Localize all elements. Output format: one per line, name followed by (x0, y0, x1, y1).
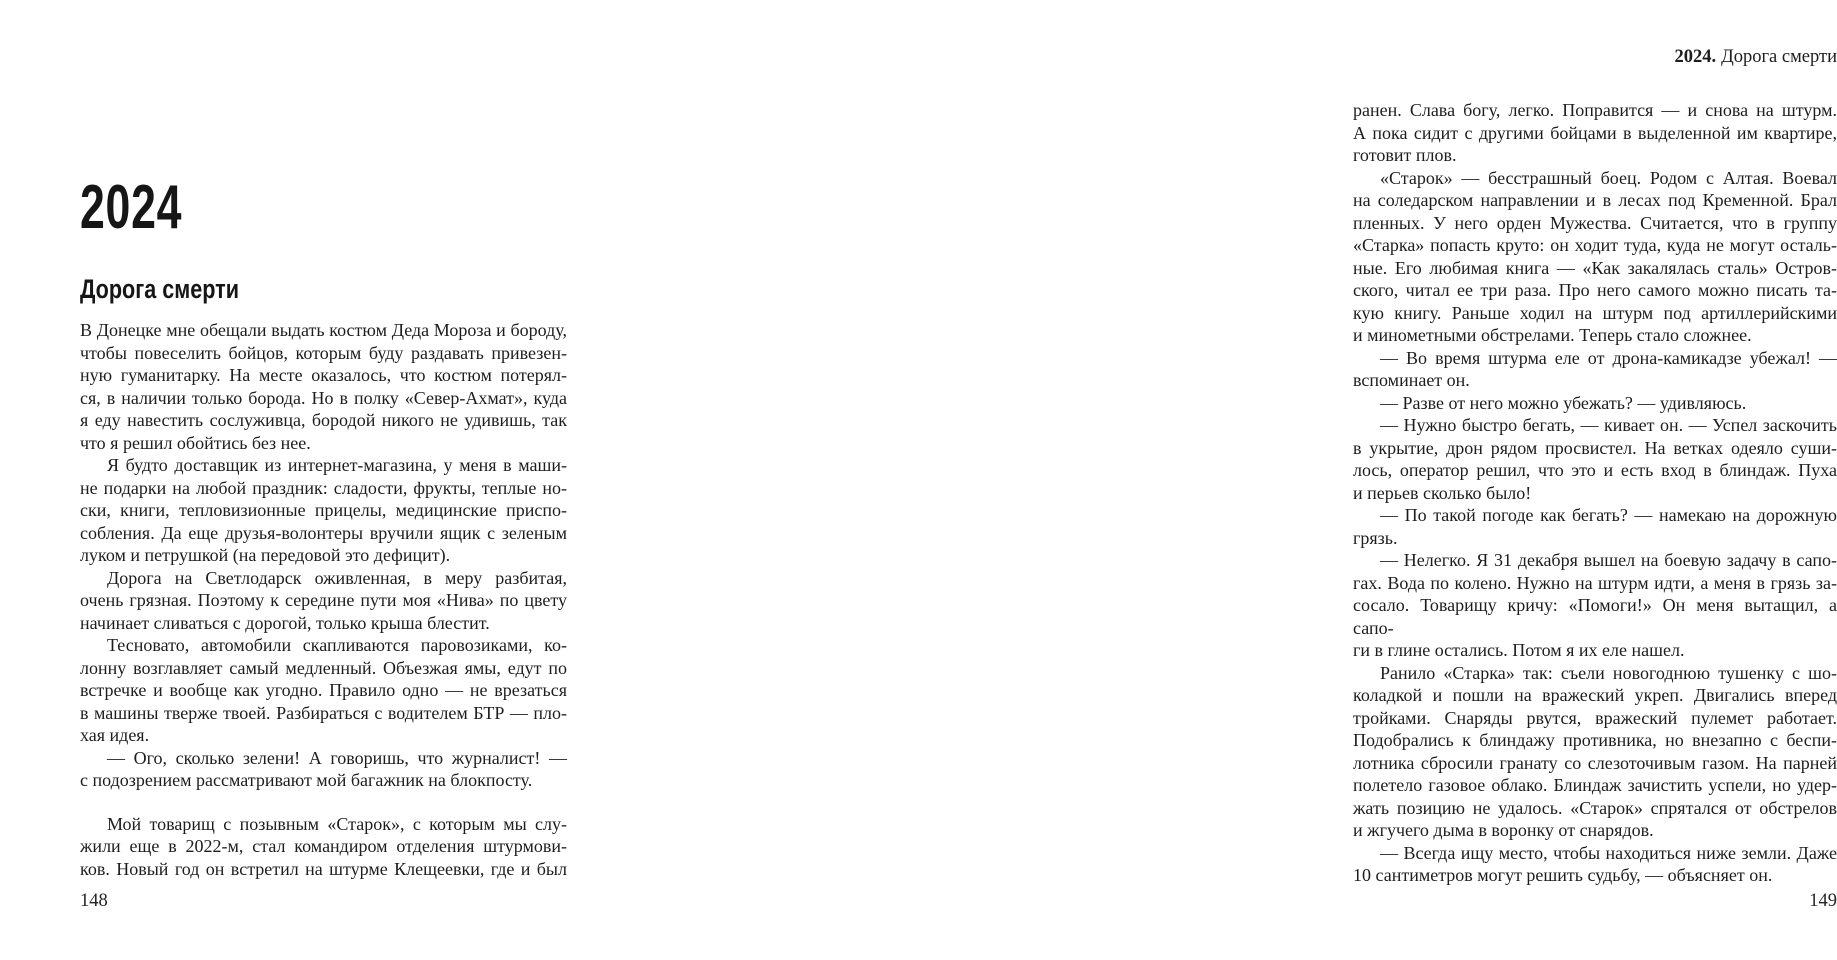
paragraph (80, 567, 567, 635)
text-line: А пока сидит с другими бойцами в выделенной им квартире, (1353, 122, 1837, 143)
text-line: что я решил обойтись без нее. (80, 432, 311, 453)
paragraph (1353, 99, 1837, 167)
text-line: сосало. Товарищу кричу: «Помоги!» Он меня вытащил, а сапо- (1353, 595, 1837, 638)
paragraph (80, 319, 567, 454)
text-line: лонну возглавляет самый медленный. Объезжая ямы, едут по (80, 657, 567, 678)
text-line: с подозрением рассматривают мой багажник на блокпосту. (80, 770, 533, 790)
paragraph (80, 747, 567, 792)
paragraph (1353, 842, 1837, 887)
paragraph (80, 634, 567, 747)
page-number-left: 148 (80, 891, 108, 911)
text-line: — По такой погоде как бегать? — намекаю на дорожную (1380, 505, 1837, 525)
text-line: Тесновато, автомобили скапливаются паровозиками, ко- (107, 635, 567, 655)
text-line: начинает сливаться с дорогой, только крыша блестит. (80, 612, 490, 633)
text-line: Дорога на Светлодарск оживленная, в меру разбитая, (107, 567, 567, 588)
paragraph (80, 813, 567, 881)
text-line: луком и петрушкой (на передовой это дефицит). (80, 545, 451, 565)
text-line: чтобы повеселить бойцов, которым буду раздавать привезен- (80, 342, 567, 363)
page-right-body-text (1353, 99, 1837, 887)
text-line: Ранило «Старка» так: съели новогоднюю тушенку с шо- (1380, 662, 1837, 683)
text-line: ков. Новый год он встретил на штурме Клещеевки, где и был (80, 858, 567, 879)
text-line: ранен. Слава богу, легко. Поправится — и снова на штурм. (1353, 100, 1837, 120)
text-line: хая идея. (80, 725, 150, 745)
text-line: пленных. У него орден Мужества. Считается, что в группу (1353, 212, 1837, 233)
text-line: гах. Вода по колено. Нужно на штурм идти, а меня в грязь за- (1353, 572, 1837, 593)
paragraph (80, 454, 567, 567)
text-line: — Во время штурма еле от дрона-камикадзе убежал! — (1380, 347, 1837, 368)
text-line: ся, в наличии только борода. Но в полку «Север-Ахмат», куда (80, 387, 567, 408)
text-line: Мой товарищ с позывным «Старок», с которым мы слу- (107, 813, 567, 834)
text-line: полетело газовое облако. Блиндаж зачистить успели, но удер- (1353, 775, 1837, 795)
page-right (640, 0, 1837, 960)
paragraph (1353, 167, 1837, 347)
text-line: готовит плов. (1353, 145, 1457, 165)
text-line: и минометными обстрелами. Теперь стало сложнее. (1353, 325, 1752, 345)
text-line: коладкой и пошли на вражеский укреп. Двигались вперед (1353, 685, 1837, 705)
running-header-title: Дорога смерти (1721, 47, 1837, 67)
text-line: собления. Да еще друзья-волонтеры вручили ящик с зеленым (80, 522, 567, 543)
text-line: на соледарском направлении и в лесах под Кременной. Брал (1353, 190, 1837, 210)
paragraph (1353, 414, 1837, 504)
page-left (0, 0, 640, 960)
text-line: лось, оператор решил, что это и есть вход в блиндаж. Пуха (1353, 460, 1837, 480)
text-line: «Старка» попасть круто: он ходит туда, куда не могут осталь- (1353, 235, 1837, 255)
text-line: «Старок» — бесстрашный боец. Родом с Алтая. Воевал (1380, 167, 1837, 188)
text-line: — Всегда ищу место, чтобы находиться ниже земли. Даже (1380, 842, 1837, 863)
text-line: грязь. (1353, 527, 1398, 548)
paragraph (1353, 504, 1837, 549)
text-line: — Разве от него можно убежать? — удивляюсь. (1380, 392, 1747, 413)
text-line: ную гуманитарку. На месте оказалось, что костюм потерял- (80, 365, 567, 385)
text-line: — Нужно быстро бегать, — кивает он. — Успел заскочить (1380, 415, 1837, 435)
text-line: и жгучего дыма в воронку от снарядов. (1353, 820, 1654, 840)
text-line: ски, книги, тепловизионные прицелы, медицинские приспо- (80, 500, 567, 520)
text-line: в машины тверже твоей. Разбираться с водителем БТР — пло- (80, 702, 567, 723)
paragraph (1353, 347, 1837, 392)
text-line: очень грязная. Поэтому к середине пути моя «Нива» по цвету (80, 590, 567, 610)
text-line: жили еще в 2022-м, стал командиром отделения штурмови- (80, 836, 567, 856)
text-line: ги в глине остались. Потом я их еле нашел. (1353, 640, 1685, 660)
text-line: ные. Его любимая книга — «Как закалялась сталь» Остров- (1353, 257, 1837, 278)
text-line: я еду навестить сослуживца, бородой никого не удивишь, так (80, 410, 567, 430)
text-line: жать позицию не удалось. «Старок» спрятался от обстрелов (1353, 797, 1837, 818)
page-left-body-text (80, 319, 567, 880)
text-line: — Ого, сколько зелени! А говоришь, что журналист! — (107, 747, 567, 768)
text-line: вспоминает он. (1353, 370, 1470, 390)
text-line: не подарки на любой праздник: сладости, фрукты, теплые но- (80, 477, 567, 498)
text-line: Подобрались к блиндажу противника, но внезапно с беспи- (1353, 730, 1837, 750)
page-number-right: 149 (1809, 891, 1837, 911)
chapter-heading: 2024 (80, 173, 183, 242)
text-line: 10 сантиметров могут решить судьбу, — объясняет он. (1353, 865, 1773, 885)
section-heading: Дорога смерти (80, 274, 240, 304)
text-line: в укрытие, дрон рядом просвистел. На ветках одеяло суши- (1353, 437, 1837, 458)
paragraph (1353, 662, 1837, 842)
running-header (1353, 46, 1837, 68)
text-line: Я будто доставщик из интернет-магазина, у меня в маши- (107, 455, 567, 475)
text-line: лотника сбросили гранату со слезоточивым газом. На парней (1353, 752, 1837, 773)
text-line: В Донецке мне обещали выдать костюм Деда Мороза и бороду, (80, 320, 567, 340)
text-line: встречке и вообще как угодно. Правило одно — не врезаться (80, 680, 567, 700)
paragraph (1353, 392, 1837, 415)
text-line: — Нелегко. Я 31 декабря вышел на боевую задачу в сапо- (1380, 550, 1837, 570)
text-line: кую книгу. Раньше ходил на штурм под артиллерийскими (1353, 302, 1837, 323)
running-header-year: 2024. (1674, 47, 1717, 67)
paragraph (1353, 549, 1837, 662)
text-line: тройками. Снаряды рвутся, вражеский пулемет работает. (1353, 707, 1837, 728)
text-line: ского, читал ее три раза. Про него самого можно писать та- (1353, 280, 1837, 300)
text-line: и перьев сколько было! (1353, 482, 1532, 503)
